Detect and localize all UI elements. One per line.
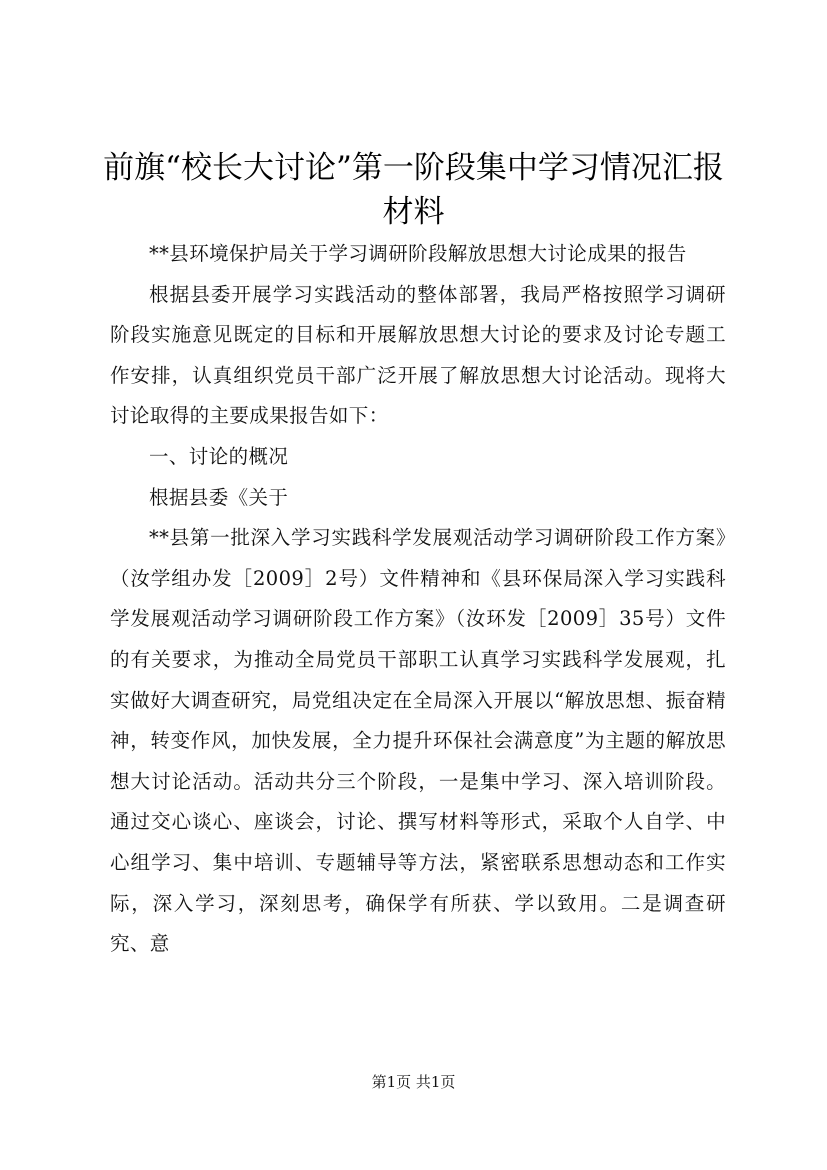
paragraph-according-to: 根据县委《关于 [149,485,289,509]
paragraph-body: **县第一批深入学习实践科学发展观活动学习调研阶段工作方案》（汝学组办发［2009］2号）文件精神和《县环保局深入学习实践科学发展观活动学习调研阶段工作方案》（汝环发［2009］35号）文件的有关要求，为推动全局党员干部职工认真学习实践科学发展观，扎实做好大调查研究，局党组决定在全局深入开展以“解放思想、振奋精神，转变作风，加快发展，全力提升环保社会满意度”为主题的解放思想大讨论活动。活动共分三个阶段，一是集中学习、深入培训阶段。通过交心谈心、座谈会，讨论、撰写材料等形式，采取个人自学、中心组学习、集中培训、专题辅导等方法，紧密联系思想动态和工作实际，深入学习，深刻思考，确保学有所获、学以致用。二是调查研究、意 [110,526,726,956]
document-body [110,234,726,965]
page-footer: 第1页 共1页 [371,1073,456,1091]
paragraph-intro: 根据县委开展学习实践活动的整体部署，我局严格按照学习调研阶段实施意见既定的目标和开展解放思想大讨论的要求及讨论专题工作安排，认真组织党员干部广泛开展了解放思想大讨论活动。现将大讨论取得的主要成果报告如下： [110,282,726,428]
paragraph-report-heading: **县环境保护局关于学习调研阶段解放思想大讨论成果的报告 [149,242,687,265]
section-heading-overview: 一、讨论的概况 [149,444,289,468]
document-title: 前旗“校长大讨论”第一阶段集中学习情况汇报材料 [103,150,724,230]
